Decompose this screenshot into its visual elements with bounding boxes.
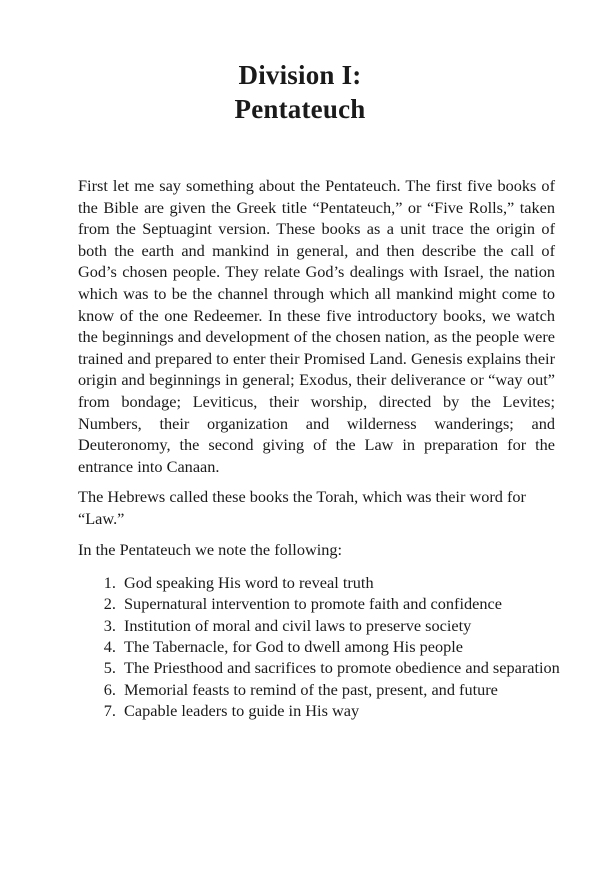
list-item [78,572,555,593]
list-item-text: Supernatural intervention to promote faith and confidence [124,594,502,614]
list-item [78,636,555,657]
chapter-heading [0,58,600,126]
numbered-list [78,572,560,721]
torah-paragraph: The Hebrews called these books the Torah, which was their word for “Law.” [78,487,526,528]
heading-division: Division I: [238,60,362,90]
list-item-number: 6. [103,679,116,699]
list-item-text: Institution of moral and civil laws to preserve society [124,615,472,635]
list-item [78,700,555,721]
list-item [78,615,555,636]
intro-paragraph: First let me say something about the Pentateuch. The first five books of the Bible are given the Greek title “Pentateuch,” or “Five Rolls,” taken from the Septuagint version. These books as a unit trace the origin of both the earth and mankind in general, and then describe the call of God’s chosen people. They relate God’s dealings with Israel, the nation which was to be the channel through which all mankind might come to know of the one Redeemer. In these five introductory books, we watch the beginnings and development of the chosen nation, as the people were trained and prepared to enter their Promised Land. Genesis explains their origin and beginnings in general; Exodus, their deliverance or “way out” from bondage; Leviticus, their worship, directed by the Levites; Numbers, their organization and wilderness wanderings; and Deuteronomy, the second giving of the Law in preparation for the entrance into Canaan. [78,176,555,476]
list-item-number: 1. [103,573,116,593]
list-item-number: 7. [103,700,116,720]
list-item-text: Memorial feasts to remind of the past, present, and future [124,679,498,699]
list-item-number: 4. [103,636,116,656]
list-item [78,679,555,700]
list-item-text: The Tabernacle, for God to dwell among His people [124,636,464,656]
list-item-text: Capable leaders to guide in His way [124,700,360,720]
list-item-text: The Priesthood and sacrifices to promote obedience and separation [124,658,560,678]
body-text [78,175,560,721]
list-item [78,593,555,614]
list-intro-paragraph: In the Pentateuch we note the following: [78,539,343,559]
heading-title: Pentateuch [234,94,366,124]
list-item-number: 2. [103,594,116,614]
list-item [78,657,560,678]
list-item-number: 3. [103,615,116,635]
list-item-number: 5. [103,658,116,678]
list-item-text: God speaking His word to reveal truth [124,573,374,593]
